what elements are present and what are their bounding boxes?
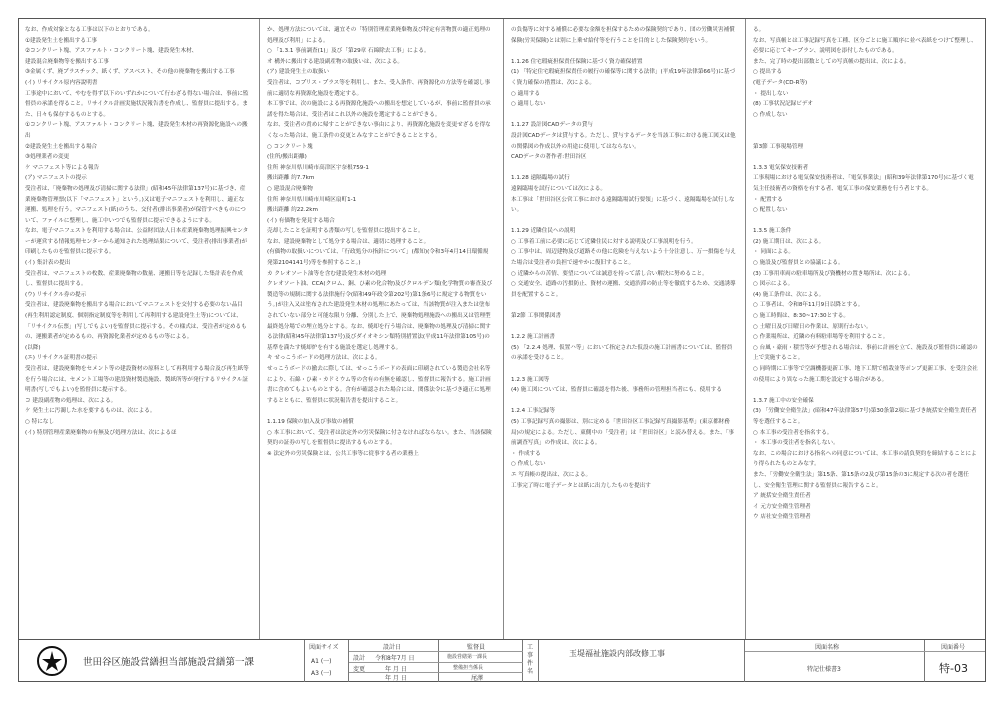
spec-line: コ 建設副産物の処理は、次による。 (25, 397, 117, 404)
spec-line: 1.3.5 施工条件 (753, 228, 792, 235)
spec-line: ○ 工事着工前に必要に応じて近隣住民に対する説明及び工事説明を行う。 (511, 238, 697, 245)
spec-line: (ア) 建設発生土の取扱い (267, 69, 330, 76)
spec-line (753, 152, 979, 163)
spec-line: ア 統括安全衛生責任者 (753, 493, 811, 500)
spec-line: ○ 施工時間は、8:30~17:30とする。 (753, 313, 849, 320)
spec-line: ・ 配置する (753, 196, 783, 203)
spec-column-2 (267, 25, 493, 637)
spec-line: 工事現場における電気保安技術者は、「電気事業法」(昭和39年法律第170号)に基づく電気主任技術者の資格を有する者、電気工事の保安業務を行う者とする。 (753, 175, 974, 192)
spec-line: 設計図CADデータは貸与する。ただし、貸与するデータを当該工事における施工図又は他の関係図の作成以外の用途に使用してはならない。 (511, 132, 736, 150)
spec-line (511, 46, 737, 57)
design-date: 令和8年7月 日 (375, 655, 415, 662)
spec-line: ①建設発生土を搬出する工事 (25, 37, 98, 44)
spec-line: 1.2.2 施工計画書 (511, 334, 555, 341)
scale-a1: A1 (一) (311, 658, 332, 665)
spec-line (511, 300, 737, 311)
spec-line: ○ 作業場所は、近隣の有料駐車場等を利用すること。 (753, 334, 889, 341)
spec-line: ○ 近隣からの苦情、要望については誠意を持って話し合い解決に努めること。 (511, 270, 708, 277)
spec-line: ○ 交通安全、道路の汚損防止、資材の運搬、交通渋滞の防止等を徹底するため、交通誘導員を配置すること。 (511, 281, 736, 298)
spec-line: 1.2.3 施工図等 (511, 376, 550, 383)
spec-line: ・ 同面による。 (753, 249, 794, 256)
spec-line (511, 364, 737, 375)
spec-line: ③金属くず、廃プラスチック、紙くず、アスベスト、その他の廃棄物を搬出する工事 (25, 69, 235, 76)
spec-line: (イ) 特別管理産業廃棄物の有無及び処理方法は、次によるほ (25, 429, 177, 436)
spec-line: 1.1.29 近隣住民への説明 (511, 228, 576, 235)
spec-line: (3) 工事用車両の駐車場所及び資機材の置き場所は、次による。 (753, 270, 914, 277)
work-name-label: 工事件名 (527, 644, 534, 675)
spec-line: ○ 特になし (25, 418, 55, 425)
approval-cell (439, 640, 523, 682)
spec-line: の負傷等に対する補償に必要な金額を担保するための保険契約であり、団の労働災害補償保険(労災保険)とは別に上乗せ給付等を行うことを目的とした保険契約をいう。 (511, 27, 735, 44)
spec-line: ○ 工事中は、周辺建物及び道路その他に危険を与えないよう十分注意し、万一損傷を与えた場合は受注者の負担で速やかに復旧すること。 (511, 249, 736, 267)
design-no-header: 設計日 (383, 644, 402, 651)
scale-cell (305, 640, 349, 682)
work-label-cell (523, 640, 539, 682)
spec-line (753, 216, 979, 227)
date-cell (349, 640, 439, 682)
spec-line: 受注者は、建設廃棄物をセメント等の建設資材の原料として再利用する場合及び再生紙等を行う場合には、セメント工場等の建設資材製造施設、製紙所等が発行するリサイクル証明書(写しでもよい)を監督員に提示する。 (25, 366, 249, 394)
spec-line: (以降) (25, 344, 41, 351)
spec-line: イ 元方安全衛生管理者 (753, 503, 811, 510)
spec-line: クレオソート油、CCA(クロム、銅、ひ素の化合物)及びクロルデン類(化学物質の審査及び製造等の規制に関する法律施行令(昭和49年政令第202号)第1条6号に規定する物質をいう。)が注入又は塗布された建設発生木材の処理にあたっては、当該物質が注入または塗布されていない部分と可能な限り分離、分別した上で、廃棄物処理施設への搬出又は管理型最終処分場での埋立処分とする。なお、焼却を行う場合は、廃棄物の処理及び清掃に関する法律(昭和45年法律第137号)及びダイオキシン類特別措置法(平成11年法律第105号)の基準を満たす焼却炉を有する施設を選定し処理する。 (267, 281, 493, 351)
spec-line: ケ マニフェスト等による報告 (25, 164, 100, 171)
spec-line: 受注者は、建設廃棄物を搬出する場合においてマニフェストを交付する必要のない品目(再生利用認定制度、個別指定制度等を利用して再利用する建設発生土等)については、「リサイクル伝票」(写しでもよい)を監督員に提示する。その様式は、受注者が定めるもの、運搬業者が定めるもの、再資源化業者が定めるもの等による。 (25, 302, 247, 341)
spec-line: 1.3.7 施工中の安全確保 (753, 397, 814, 404)
check-header: 監督員 (467, 644, 486, 651)
spec-line: ②建設発生土を搬出する場合 (25, 143, 98, 150)
spec-line: ○ 図示による。 (753, 281, 794, 288)
spec-line: キ せっこうボードの処理方法は、次による。 (267, 355, 381, 362)
spec-line: ○ 建設混合廃棄物 (267, 185, 313, 192)
spec-line: (ウ) リサイクル券の提示 (25, 291, 87, 298)
column-divider (503, 19, 504, 639)
spec-line (511, 216, 737, 227)
spec-line: 受注者は、マニフェストの枚数、産業廃棄物の数量、運搬日等を記録した集計表を作成し、監督員に提出する。 (25, 270, 243, 288)
spec-line: (エ) リサイクル証明書の提示 (25, 355, 98, 362)
spec-line: (電子データ(CD-R等) (753, 79, 808, 86)
spec-line: ○ 本工事の受注者を指名する。 (753, 429, 833, 436)
work-name: 玉堤福祉施設内部改修工事 (569, 649, 665, 658)
spec-line: (イ) 有価物を発見する場合 (267, 217, 335, 224)
spec-line: CADデータの著作者:世田谷区 (511, 154, 587, 161)
spec-line: なお、受注者の責めに帰すことができない事由により、再資源化施設を変更せざるを得なくなった場合は、施工条件の変更とみなすことができることとする。 (267, 122, 491, 139)
scale-a3: A3 (一) (311, 670, 332, 677)
spec-line: ○ 適用しない (511, 101, 546, 108)
spec-line (753, 120, 979, 131)
spec-line: ○ コンクリート塊 (267, 143, 313, 150)
approver-name: 尾澤 (471, 675, 484, 682)
spec-line (753, 131, 979, 142)
title-block (19, 639, 985, 682)
spec-line: また、完了時の提出部数としての写真帳の提出は、次による。 (753, 58, 910, 65)
blank-date: 年 月 日 (385, 675, 407, 682)
spec-line: ○ 作成しない (753, 111, 788, 118)
spec-line: 住所 神奈川県川崎市高津区宇奈根759-1 (267, 164, 369, 171)
spec-line: なお、建設廃棄物として処分する場合は、適切に処理すること。 (267, 238, 430, 245)
spec-line: 第2節 工事関係図書 (511, 313, 562, 320)
spec-line: 受注者は、コプリス・プラス等を利用し、また、受入条件、再資源化の方法等を確認し事前に適切な再資源化施設を選定する。 (267, 79, 491, 97)
spec-line (511, 110, 737, 121)
spec-line: 1.1.19 保険の加入及び事故の補償 (267, 418, 354, 425)
spec-line: 搬出距離 約7.7km (267, 175, 315, 182)
spec-line (753, 385, 979, 396)
spec-line: (イ) 集計表の提出 (25, 260, 71, 267)
spec-line: (ア) マニフェストの提示 (25, 175, 87, 182)
spec-line: 売却したことを証明する書類の写しを監督員に提出すること。 (267, 228, 424, 235)
spec-line: 工事途中において、やむを得ず以下のいずれかについて行わざる得ない場合は、事前に監督員の承諾を得ること。リサイクル計画実施状況報告書を作成し、監督員に提出する。また、日々も保存するものとする。 (25, 90, 249, 118)
spec-line: ③処理業者の変更 (25, 154, 70, 161)
spec-line: ○ 台風・豪雨・積雪等が予想される場合は、事前に計画を立て、施設及び監督員に確認の上で実施すること。 (753, 344, 978, 362)
spec-line: 本工事では、次の施設による再資源化施設への搬出を想定しているが、事前に監督員の承諾を得た場合は、受注者はこれ以外の施設を選定することができる。 (267, 101, 491, 118)
spec-line: なお、作成対象となる工事は以下のとおりである。 (25, 27, 154, 33)
approver-2: 整備担当係長 (453, 665, 484, 671)
spec-line: (4) 施工図については、監督員に確認を得た後、事務所の管理担当者にも、使用する (511, 387, 722, 394)
spec-line: 工事完了時に電子データとは紙に出力したものを提出す (511, 482, 651, 489)
spec-line: ウ 店社安全衛生管理者 (753, 514, 811, 521)
spec-line: 第3節 工事現場管理 (753, 143, 804, 150)
spec-line: ①コンクリート塊、アスファルト・コンクリート塊、建設発生木材の再資源化施設への搬出 (25, 122, 248, 139)
drawing-sheet (18, 18, 986, 682)
spec-line: (4) 施工条件は、次による。 (753, 291, 825, 298)
spec-line: ②コンクリート塊、アスファルト・コンクリート塊、建設発生木材、 (25, 48, 198, 55)
spec-line: ・ 本工事の受注者を指名しない。 (753, 440, 839, 447)
spec-line: ○ 配置しない (753, 207, 788, 214)
spec-line: る。 (753, 27, 765, 33)
spec-line: 受注者は、「廃棄物の処理及び清掃に関する法律」(昭和45年法律第137号)に基づき、産業廃棄物管理票(以下「マニフェスト」という。)又は電子マニフェストを利用し、適正な運搬、処理を行う。マニフェスト(紙)のうち、交付者(排出事業者)が保管すべきものについて、ファイルに整理し、施工中いつでも監督員に提示できるようにする。 (25, 185, 246, 224)
spec-line (267, 406, 493, 417)
spec-line: また、「労働安全衛生法」第15条、第15条の2及び第15条の3に規定する次の者を選任し、安全衛生管理に関する監督員に報告すること。 (753, 471, 969, 489)
spec-line: ○ 本工事において、受注者は法定外の労災保険に付さなければならない。また、当該保険契約の証券の写しを監督員に提出するものとする。 (267, 429, 492, 447)
spec-line: なお、この場合における指名への同意については、本工事の請負契約を締結することにより得られたものとみなす。 (753, 450, 977, 468)
spec-column-1 (25, 25, 249, 637)
scale-header: 図面サイズ (309, 644, 339, 651)
spec-line (511, 396, 737, 407)
spec-line: ・ 提出しない (753, 90, 789, 97)
spec-line: ケ 発生土に汚濁した水を要するものは、次による。 (25, 408, 156, 415)
drawing-no-cell (925, 640, 985, 682)
spec-line: 遠隔臨場を試行については次による。 (511, 185, 606, 192)
spec-line: ○ 「1.3.1 事前調査(1)」及び「第29章 石綿除去工事」による。 (267, 48, 430, 55)
design-row-label: 設計 (353, 655, 366, 662)
approver-1: 施設営繕第一課長 (447, 654, 488, 660)
spec-line: 1.1.26 住宅瑕疵担保責任保険に基づく資力確保措置 (511, 58, 643, 65)
spec-line (511, 322, 737, 333)
spec-line: オ 構外に搬出する建設副産物の取扱いは、次による。 (267, 58, 404, 65)
ward-emblem-icon (37, 646, 67, 676)
change-row-label: 変更 (353, 666, 366, 673)
spec-line: (有価物の取扱いについては、「行政処分の指針について」(都知)(令和3年4月14日環循規発第2104141号)等を参照すること。) (267, 249, 489, 267)
spec-line: ・ 作成する (511, 450, 541, 457)
spec-line: ○ 土曜日及び日曜日の作業は、原則行わない。 (753, 323, 872, 330)
spec-line: カ クレオソート油等を含む建設発生木材の処理 (267, 270, 387, 277)
column-divider (745, 19, 746, 639)
spec-line: (3) 「労働安全衛生法」(昭和47年法律第57号)第30条第2項に基づき統括安全衛生責任者等を選任すること。 (753, 408, 977, 425)
spec-line: 1.1.28 遠隔臨場の試行 (511, 175, 570, 182)
spec-line: ○ 施設及び監督員との協議による。 (753, 260, 844, 267)
spec-line: (1) 「特定住宅瑕疵担保責任の履行の確保等に関する法律」(平成19年法律第66号)に基づく資力確保の措置は、次による。 (511, 69, 736, 86)
spec-line: 1.2.4 工事記録等 (511, 408, 555, 415)
spec-line: 搬出距離 約22.2km (267, 207, 318, 214)
drawing-no: 特-03 (939, 662, 968, 675)
spec-line: (5) 「2.2.4 処理、仮置ハ等」において指定された仮設の施工計画書については、監督員の承諾を受けること。 (511, 344, 733, 362)
drawing-name: 特記仕様書3 (807, 666, 841, 673)
spec-line: 本工事は「世田谷区公営工事における遠隔臨場試行要領」に基づく、遠隔臨場を試行しない。 (511, 196, 735, 214)
spec-line: ○ 同時期に工事等で空調機器更新工事、地下工期で植栽並等ポンプ更新工事、を受注会社の使用により異なった施工期を設定する場合がある。 (753, 366, 978, 383)
spec-line: (2) 施工期日は、次による。 (753, 238, 825, 245)
spec-line: なお、電子マニフェストを利用する場合は、公益財団法人日本産業廃棄物処理振興センターが運営する情報処理センターから通知された処理結果について、受注者(排出事業者)が印刷したものを監督員に提示する。 (25, 228, 249, 256)
spec-line: か、処理方法については、適宜その「特別管理産業廃棄物及び特定有害物質の適正処理の処理及び利用」による。 (267, 27, 491, 44)
spec-line: ○ 作成しない (511, 461, 546, 468)
org-cell (19, 640, 305, 682)
spec-column-3 (511, 25, 737, 637)
spec-line: ○ 工事者は、令和8年11月9日以降とする。 (753, 302, 864, 309)
spec-line: 1.3.3 電気保安技術者 (753, 164, 809, 171)
spec-line: (5) 工事記録写真の撮影は、別に定める「世田谷区工事記録写真撮影基準」(東京都財務局)の規定による。ただし、東側中の「受注者」は「世田谷区」と読み替える。また、「事前調査写真」の作成は、次による。 (511, 418, 735, 447)
column-divider (259, 19, 260, 639)
spec-line: ○ 提出する (753, 69, 783, 76)
drawing-name-header: 図面名称 (815, 644, 840, 651)
spec-line: 1.1.27 設計図CADデータの貸与 (511, 122, 593, 129)
spec-line: 住所 神奈川県川崎市川崎区扇町1-1 (267, 196, 357, 203)
change-date: 年 月 日 (385, 666, 407, 673)
spec-line: エ 写真帳の提出は、次による。 (511, 471, 592, 478)
spec-column-4 (753, 25, 979, 637)
drawing-no-header: 図面番号 (941, 644, 966, 651)
spec-line: (8) 工事状況記録ビデオ (753, 101, 813, 108)
spec-line: なお、写真帳とは工事記録写真を工種、区分ごとに施工順序に並べ表紙をつけて整理し、必要に応じてキープラン、説明図を添付したものである。 (753, 37, 977, 55)
drawing-name-cell (745, 640, 925, 682)
spec-line: 建設混合廃棄物等を搬出する工事 (25, 58, 109, 65)
spec-line (511, 163, 737, 174)
spec-line: ※ 法定外の労災保険とは、公共工事等に従事する者の業務上 (267, 450, 419, 457)
spec-line: (イ) リサイクル原内容說明書 (25, 79, 98, 86)
org-name: 世田谷区施設営繕担当部施設営繕第一課 (83, 657, 255, 668)
spec-line: ○ 適用する (511, 90, 541, 97)
spec-line: (住所/搬出距離) (267, 154, 307, 161)
work-name-cell (539, 640, 745, 682)
spec-line: せっこうボードの撤去に際しては、せっこうボードの表面に印刷されている製造会社名等により、石綿・ひ素・カドミウム等の含有の有無を確認し、監督員に報告する。施工計画書に含めてもよいものとする。含有が確認された場合には、関係法令に基づき適正に処理するとともに、監督員に状況報告書を提出すること。 (267, 366, 491, 404)
